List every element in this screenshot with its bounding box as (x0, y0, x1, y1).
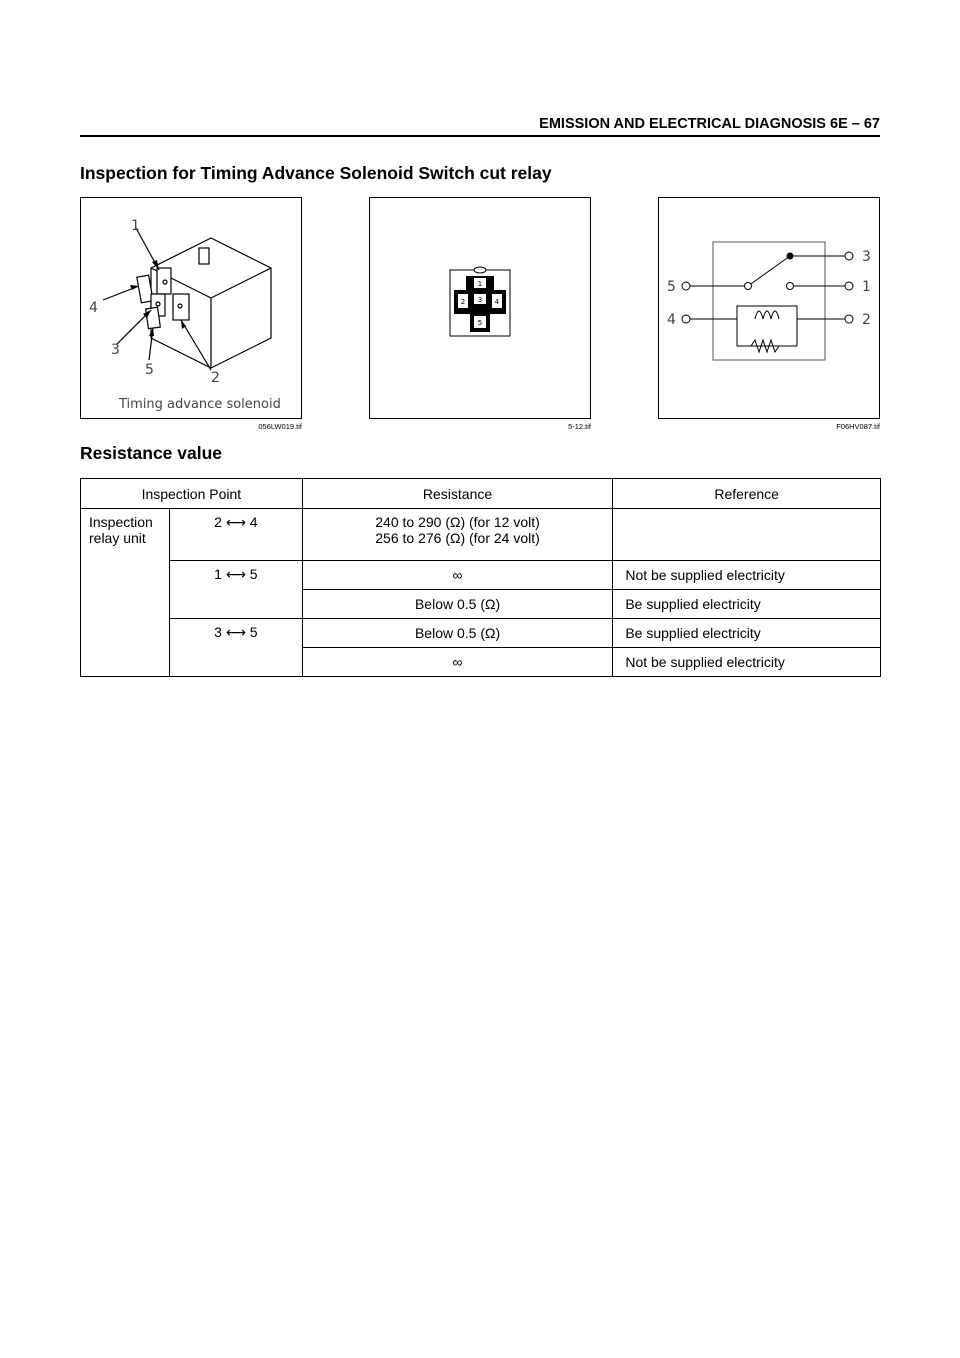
terminal-label-2: 2 (460, 298, 466, 306)
pin-label-1: 1 (131, 218, 140, 234)
terminal-label-1: 1 (477, 280, 483, 288)
table-row (81, 619, 881, 648)
reference-cell: Not be supplied electricity (613, 648, 881, 677)
column-header: Resistance (302, 479, 613, 509)
terminal-label-5: 5 (477, 319, 483, 327)
terminal-layout-illustration (369, 197, 591, 419)
reference-cell: Be supplied electricity (613, 590, 881, 619)
resistance-cell: Below 0.5 (Ω) (302, 619, 613, 648)
inspection-point: 1 ⟷ 5 (169, 561, 302, 619)
reference-cell: Be supplied electricity (613, 619, 881, 648)
group-label: Inspection relay unit (81, 509, 170, 677)
figure-caption: 5-12.tif (568, 422, 591, 431)
figure-caption: 056LW019.tif (258, 422, 302, 431)
section-title: Inspection for Timing Advance Solenoid Switch cut relay (80, 163, 552, 183)
column-header: Inspection Point (81, 479, 303, 509)
resistance-line: 240 to 290 (Ω) (for 12 volt) (375, 514, 540, 530)
reference-cell: Not be supplied electricity (613, 561, 881, 590)
pin-label-4: 4 (89, 300, 98, 316)
table-header-row (81, 479, 881, 509)
circuit-diagram (658, 197, 880, 419)
resistance-line: 256 to 276 (Ω) (for 24 volt) (375, 530, 540, 546)
table-row (81, 509, 881, 561)
resistance-cell: Below 0.5 (Ω) (302, 590, 613, 619)
reference-cell (613, 509, 881, 561)
terminal-label-3: 3 (477, 296, 483, 304)
pin-label-5: 5 (145, 362, 154, 378)
node-label-4: 4 (667, 312, 676, 328)
resistance-title: Resistance value (80, 443, 223, 463)
pin-label-3: 3 (111, 342, 120, 358)
inspection-point: 2 ⟷ 4 (169, 509, 302, 561)
relay-illustration (80, 197, 302, 419)
node-label-2: 2 (862, 312, 871, 328)
column-header: Reference (613, 479, 881, 509)
figure-text: Timing advance solenoid (119, 397, 281, 412)
node-label-3: 3 (862, 249, 871, 265)
resistance-cell: ∞ (302, 648, 613, 677)
inspection-point: 3 ⟷ 5 (169, 619, 302, 677)
page-header: EMISSION AND ELECTRICAL DIAGNOSIS 6E – 67 (80, 116, 880, 137)
resistance-cell: ∞ (302, 561, 613, 590)
node-label-1: 1 (862, 279, 871, 295)
pin-label-2: 2 (211, 370, 220, 386)
figure-caption: F06HV087.tif (836, 422, 880, 431)
table-row (81, 561, 881, 590)
resistance-cell (302, 509, 613, 561)
terminal-label-4: 4 (494, 298, 500, 306)
node-label-5: 5 (667, 279, 676, 295)
resistance-table (80, 478, 881, 677)
